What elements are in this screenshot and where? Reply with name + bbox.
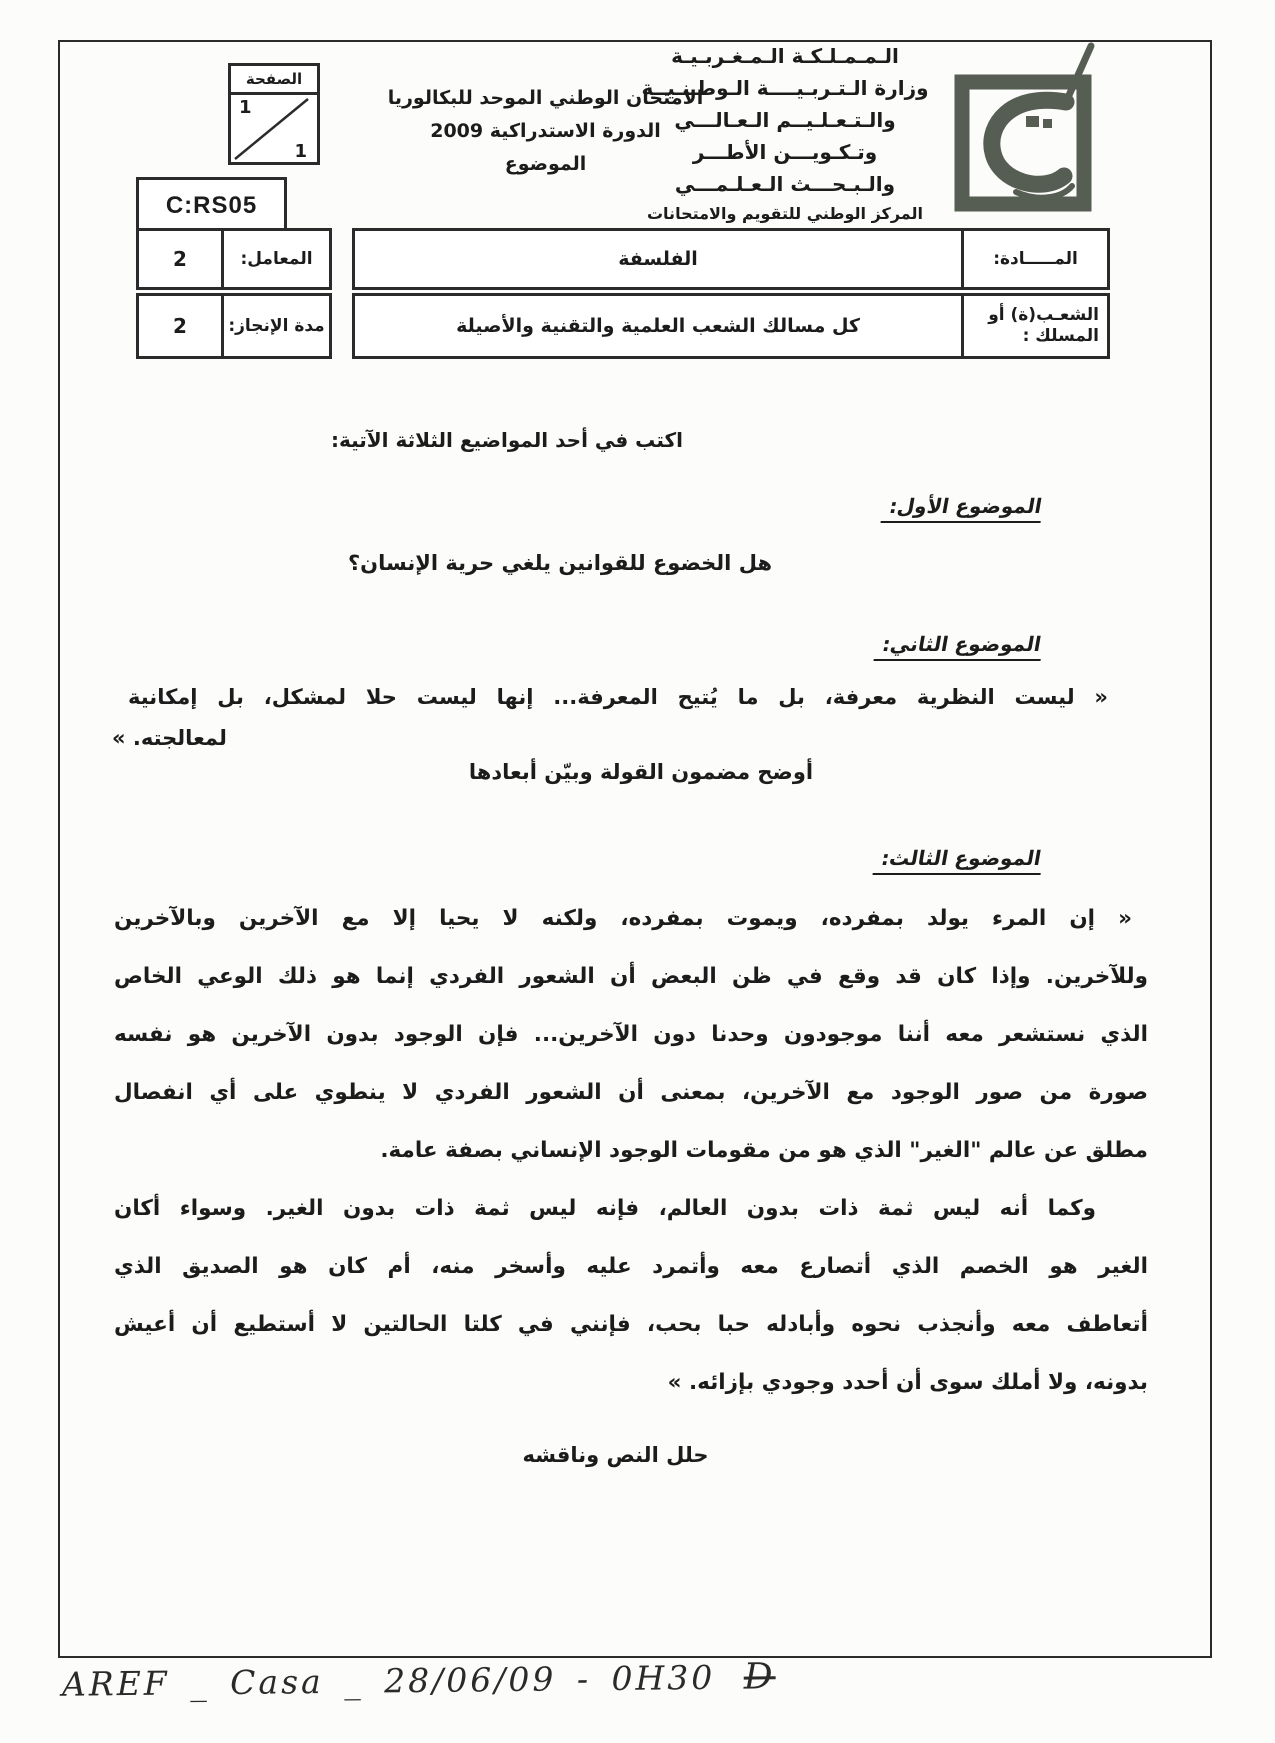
topic3-text-line: وكما أنه ليس ثمة ذات بدون العالم، فإنه ليس ثمة ذات بدون الغير. وسواء أكان (114, 1196, 1096, 1221)
topic3-text-line: « إن المرء يولد بمفرده، ويموت بمفرده، ولكنه لا يحيا إلا مع الآخرين وبالآخرين (114, 906, 1132, 931)
duration-label: مدة الإنجاز: (221, 296, 329, 356)
topic2-quote-line1: « ليست النظرية معرفة، بل ما يُتيح المعرفة... إنها ليست حلا لمشكل، بل إمكانية (128, 685, 1108, 709)
page-current: 1 (239, 97, 252, 118)
topic3-text-line: مطلق عن عالم "الغير" الذي هو من مقومات الوجود الإنساني بصفة عامة. (380, 1138, 1148, 1163)
subject-box (352, 228, 1110, 290)
topic3-text (114, 890, 1148, 1412)
exam-session-block (378, 82, 713, 181)
topic3-text-line: الغير هو الخصم الذي أتصارع معه وأتمرد عليه وأسخر منه، أم كان هو الصديق الذي (114, 1254, 1148, 1279)
ministry-line-research: والـبـحـــث الـعـلـمـــي (674, 172, 896, 196)
duration-box (136, 293, 332, 359)
branch-label: الشعـب(ة) أو المسلك : (961, 296, 1107, 356)
page-label: الصفحة (231, 66, 317, 95)
ministry-line-training: وتـكـويـــن الأطـــر (692, 140, 878, 164)
ministry-logo-icon (950, 40, 1100, 220)
topic2-heading: الموضوع الثاني: (874, 632, 1046, 661)
topic3-text-line: وللآخرين. وإذا كان قد وقع في ظن البعض أن الشعور الفردي إنما هو ذلك الوعي الخاص (114, 964, 1148, 989)
topic2-quote-line2: لمعالجته. » (112, 726, 227, 750)
subject-value: الفلسفة (618, 248, 698, 270)
coefficient-label: المعامل: (221, 231, 329, 287)
subject-label: المـــــادة: (961, 231, 1107, 287)
exam-title: الامتحان الوطني الموحد للبكالوريا (387, 87, 704, 109)
coefficient-box (136, 228, 332, 290)
page-total: 1 (294, 141, 307, 162)
topic1-question: هل الخضوع للقوانين يلغي حرية الإنسان؟ (347, 551, 772, 575)
ministry-line-higher-ed: والـتـعـلـيــم الـعـالـــي (674, 108, 896, 132)
topic3-text-line: صورة من صور الوجود مع الآخرين، بمعنى أن الشعور الفردي لا ينطوي على أي انفصال (114, 1080, 1148, 1105)
topic3-text-line: بدونه، ولا أملك سوى أن أحدد وجودي بإزائه. » (667, 1370, 1148, 1395)
page-number-box (228, 63, 320, 165)
handwritten-note (62, 1656, 776, 1704)
ministry-line-education: وزارة الـتـربـيــــة الـوطـنـيــة (641, 76, 929, 100)
topic3-text-line: أتعاطف معه وأنجذب نحوه وأبادله حبا بحب، فإنني في كلتا الحالتين لا أستطيع أن أعيش (114, 1312, 1148, 1337)
main-instruction: اكتب في أحد المواضيع الثلاثة الآتية: (330, 428, 683, 452)
kingdom-title: الـمـمـلـكـة الـمـغـربـيـة (671, 44, 899, 68)
topic2-task: أوضح مضمون القولة وبيّن أبعادها (468, 760, 814, 784)
handwritten-text: AREF _ Casa _ 28/06/09 - 0H30 (61, 1657, 716, 1704)
page-fraction (231, 95, 317, 162)
exam-code-box: C:RS05 (136, 177, 287, 235)
exam-session: الدورة الاستدراكية 2009 (430, 120, 661, 142)
exam-doc-type: الموضوع (504, 153, 587, 175)
topic1-heading: الموضوع الأول: (880, 494, 1045, 523)
branch-value: كل مسالك الشعب العلمية والتقنية والأصيلة (456, 315, 860, 337)
national-center-label: المركز الوطني للتقويم والامتحانات (646, 204, 924, 223)
topic3-heading: الموضوع الثالث: (873, 846, 1046, 875)
handwritten-mark: D (743, 1656, 776, 1698)
topic3-task: حلل النص وناقشه (522, 1443, 709, 1467)
topic3-text-line: الذي نستشعر معه أننا موجودون وحدنا دون الآخرين... فإن الوجود بدون الآخرين هو نفسه (114, 1022, 1148, 1047)
coefficient-value: 2 (173, 247, 187, 271)
branch-box (352, 293, 1110, 359)
duration-value: 2 (173, 314, 187, 338)
